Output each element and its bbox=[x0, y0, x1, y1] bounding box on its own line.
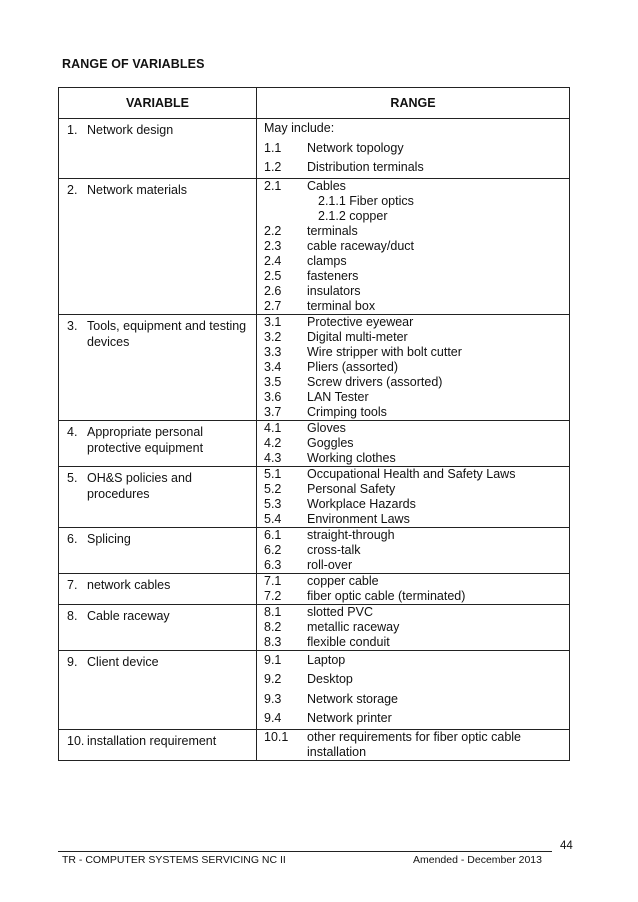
range-item-text: Gloves bbox=[307, 420, 346, 435]
table-row bbox=[59, 420, 570, 466]
range-item-text: insulators bbox=[307, 283, 361, 298]
range-item-number: 3.5 bbox=[264, 374, 282, 389]
range-item bbox=[264, 179, 569, 194]
range-item-number: 3.3 bbox=[264, 344, 282, 359]
range-item-text: Digital multi-meter bbox=[307, 329, 408, 344]
range-item-number bbox=[264, 194, 307, 209]
table-row bbox=[59, 573, 570, 604]
table-row bbox=[59, 178, 570, 314]
range-item-text: straight-through bbox=[307, 527, 395, 542]
range-item-number: 8.3 bbox=[264, 634, 282, 649]
range-item bbox=[264, 651, 569, 671]
range-item bbox=[264, 284, 569, 299]
variable-name: Cable raceway bbox=[87, 608, 170, 623]
range-item bbox=[264, 528, 569, 543]
table-row bbox=[59, 314, 570, 420]
range-cell bbox=[257, 466, 570, 527]
variable-cell bbox=[59, 314, 257, 420]
variable-name: Splicing bbox=[87, 531, 131, 546]
range-item bbox=[264, 194, 569, 209]
range-item-number: 3.1 bbox=[264, 314, 282, 329]
range-item-number: 4.3 bbox=[264, 450, 282, 465]
range-item-number: 5.1 bbox=[264, 466, 282, 481]
variable-cell bbox=[59, 573, 257, 604]
variable-name: installation requirement bbox=[87, 733, 217, 748]
range-item-text: copper cable bbox=[307, 573, 379, 588]
range-item bbox=[264, 345, 569, 360]
footer-rule bbox=[58, 851, 552, 852]
range-item-text: LAN Tester bbox=[307, 389, 369, 404]
range-item-number: 5.3 bbox=[264, 496, 282, 511]
range-item bbox=[264, 158, 569, 178]
range-intro-text: May include: bbox=[264, 121, 335, 135]
range-cell bbox=[257, 573, 570, 604]
range-item-number: 9.3 bbox=[264, 691, 282, 706]
variable-number: 1. bbox=[67, 123, 78, 137]
table-row bbox=[59, 650, 570, 729]
range-item-text: terminal box bbox=[307, 298, 376, 313]
range-item bbox=[264, 405, 569, 420]
range-item-number: 5.2 bbox=[264, 481, 282, 496]
range-item-text: metallic raceway bbox=[307, 619, 400, 634]
table-header-row bbox=[59, 88, 570, 119]
range-item-number: 4.1 bbox=[264, 420, 282, 435]
range-item-number: 2.2 bbox=[264, 223, 282, 238]
range-item-text: Cables bbox=[307, 178, 346, 193]
range-item-number: 10.1 bbox=[264, 729, 289, 744]
variable-cell bbox=[59, 466, 257, 527]
range-item-number: 2.5 bbox=[264, 268, 282, 283]
range-item-number: 7.2 bbox=[264, 588, 282, 603]
range-subitem-text: 2.1.1 Fiber optics bbox=[318, 193, 414, 208]
footer-document-title: TR - COMPUTER SYSTEMS SERVICING NC II bbox=[62, 854, 286, 866]
variable-cell bbox=[59, 420, 257, 466]
range-item-number: 8.2 bbox=[264, 619, 282, 634]
range-item-text: terminals bbox=[307, 223, 358, 238]
range-item bbox=[264, 375, 569, 390]
range-item-text: fiber optic cable (terminated) bbox=[307, 588, 466, 603]
variable-number: 3. bbox=[67, 318, 78, 333]
range-cell bbox=[257, 527, 570, 573]
range-item-text: fasteners bbox=[307, 268, 359, 283]
range-item bbox=[264, 730, 569, 760]
table-row bbox=[59, 119, 570, 179]
range-item bbox=[264, 690, 569, 710]
range-item-number: 3.7 bbox=[264, 404, 282, 419]
table-row bbox=[59, 466, 570, 527]
range-item-text: Goggles bbox=[307, 435, 354, 450]
variable-name: Network design bbox=[87, 123, 174, 137]
range-item bbox=[264, 451, 569, 466]
footer-amended-date: Amended - December 2013 bbox=[413, 854, 542, 866]
range-item bbox=[264, 467, 569, 482]
range-item bbox=[264, 620, 569, 635]
range-cell bbox=[257, 178, 570, 314]
table-body bbox=[59, 119, 570, 761]
range-item-number: 6.2 bbox=[264, 542, 282, 557]
variable-cell bbox=[59, 604, 257, 650]
range-item bbox=[264, 330, 569, 345]
range-item-text: slotted PVC bbox=[307, 604, 374, 619]
range-item-text: Protective eyewear bbox=[307, 314, 414, 329]
range-item-text: Environment Laws bbox=[307, 511, 410, 526]
range-item bbox=[264, 139, 569, 159]
range-item bbox=[264, 360, 569, 375]
range-item-text: Network printer bbox=[307, 711, 392, 725]
range-item-number: 5.4 bbox=[264, 511, 282, 526]
range-item-text: flexible conduit bbox=[307, 634, 390, 649]
range-item-number: 4.2 bbox=[264, 435, 282, 450]
range-item bbox=[264, 589, 569, 604]
range-item-number: 2.3 bbox=[264, 238, 282, 253]
range-item bbox=[264, 239, 569, 254]
range-item-number: 9.1 bbox=[264, 652, 282, 667]
range-item-number: 6.3 bbox=[264, 557, 282, 572]
range-item-text: roll-over bbox=[307, 557, 353, 572]
variable-number: 9. bbox=[67, 654, 78, 669]
range-item-number: 3.6 bbox=[264, 389, 282, 404]
range-item-text: cable raceway/duct bbox=[307, 238, 415, 253]
range-item-number: 3.2 bbox=[264, 329, 282, 344]
range-cell bbox=[257, 604, 570, 650]
range-item bbox=[264, 209, 569, 224]
variable-name: Client device bbox=[87, 654, 159, 669]
variable-name: Appropriate personal protective equipment bbox=[87, 424, 204, 455]
range-item bbox=[264, 543, 569, 558]
variable-number: 5. bbox=[67, 470, 78, 485]
range-item-text: Wire stripper with bolt cutter bbox=[307, 344, 462, 359]
variable-number: 4. bbox=[67, 424, 78, 439]
range-item-text: Occupational Health and Safety Laws bbox=[307, 466, 516, 481]
variable-number: 2. bbox=[67, 182, 78, 197]
range-item-text: clamps bbox=[307, 253, 347, 268]
range-item-number: 2.6 bbox=[264, 283, 282, 298]
range-item-text: Distribution terminals bbox=[307, 160, 424, 174]
variable-number: 6. bbox=[67, 531, 78, 546]
range-item bbox=[264, 512, 569, 527]
range-item bbox=[264, 315, 569, 330]
range-item-text: Network topology bbox=[307, 140, 404, 155]
range-item bbox=[264, 224, 569, 239]
range-cell bbox=[257, 729, 570, 760]
range-item-text: Desktop bbox=[307, 672, 353, 686]
variable-number: 7. bbox=[67, 577, 78, 592]
range-item-number: 8.1 bbox=[264, 604, 282, 619]
range-item-number: 2.7 bbox=[264, 298, 282, 313]
page-number: 44 bbox=[560, 840, 573, 852]
range-item bbox=[264, 635, 569, 650]
range-item-text: Crimping tools bbox=[307, 404, 387, 419]
range-item-text: Network storage bbox=[307, 691, 399, 706]
range-item bbox=[264, 254, 569, 269]
range-item-number: 7.1 bbox=[264, 573, 282, 588]
variable-name: network cables bbox=[87, 577, 171, 592]
range-item bbox=[264, 497, 569, 512]
range-item bbox=[264, 269, 569, 284]
range-subitem-text: 2.1.2 copper bbox=[318, 208, 388, 223]
page-title: RANGE OF VARIABLES bbox=[62, 57, 205, 71]
range-item bbox=[264, 436, 569, 451]
range-item bbox=[264, 670, 569, 690]
range-item bbox=[264, 421, 569, 436]
variable-cell bbox=[59, 527, 257, 573]
range-item-text: Workplace Hazards bbox=[307, 496, 416, 511]
range-item-number: 9.4 bbox=[264, 711, 282, 725]
range-cell bbox=[257, 119, 570, 179]
range-item bbox=[264, 299, 569, 314]
range-item-number bbox=[264, 209, 307, 224]
variable-cell bbox=[59, 729, 257, 760]
variable-cell bbox=[59, 119, 257, 179]
range-item-text: Pliers (assorted) bbox=[307, 359, 398, 374]
range-item-text: Working clothes bbox=[307, 450, 396, 465]
range-item-number: 9.2 bbox=[264, 672, 282, 686]
variable-column-header: VARIABLE bbox=[59, 88, 257, 119]
range-item-text: other requirements for fiber optic cable installation bbox=[307, 729, 521, 759]
range-item-number: 2.4 bbox=[264, 253, 282, 268]
table-row bbox=[59, 527, 570, 573]
variable-name: Tools, equipment and testing devices bbox=[87, 318, 247, 349]
table-row bbox=[59, 729, 570, 760]
range-cell bbox=[257, 650, 570, 729]
range-item-text: Laptop bbox=[307, 652, 346, 667]
range-item bbox=[264, 709, 569, 729]
variable-name: OH&S policies and procedures bbox=[87, 470, 192, 501]
variable-number: 8. bbox=[67, 608, 78, 623]
range-item-number: 1.1 bbox=[264, 140, 282, 155]
range-item-text: Personal Safety bbox=[307, 481, 396, 496]
range-of-variables-table bbox=[58, 87, 570, 761]
range-item bbox=[264, 574, 569, 589]
range-cell bbox=[257, 420, 570, 466]
variable-name: Network materials bbox=[87, 182, 188, 197]
variable-cell bbox=[59, 178, 257, 314]
variable-cell bbox=[59, 650, 257, 729]
table-row bbox=[59, 604, 570, 650]
range-column-header: RANGE bbox=[257, 88, 570, 119]
range-item bbox=[264, 558, 569, 573]
range-item-number: 1.2 bbox=[264, 160, 282, 174]
range-item-text: cross-talk bbox=[307, 542, 361, 557]
variable-number: 10. bbox=[67, 733, 85, 748]
range-cell bbox=[257, 314, 570, 420]
range-item-number: 3.4 bbox=[264, 359, 282, 374]
range-item-number: 6.1 bbox=[264, 527, 282, 542]
range-item-text: Screw drivers (assorted) bbox=[307, 374, 443, 389]
range-item bbox=[264, 605, 569, 620]
range-item bbox=[264, 482, 569, 497]
range-item bbox=[264, 390, 569, 405]
range-item-number: 2.1 bbox=[264, 178, 282, 193]
